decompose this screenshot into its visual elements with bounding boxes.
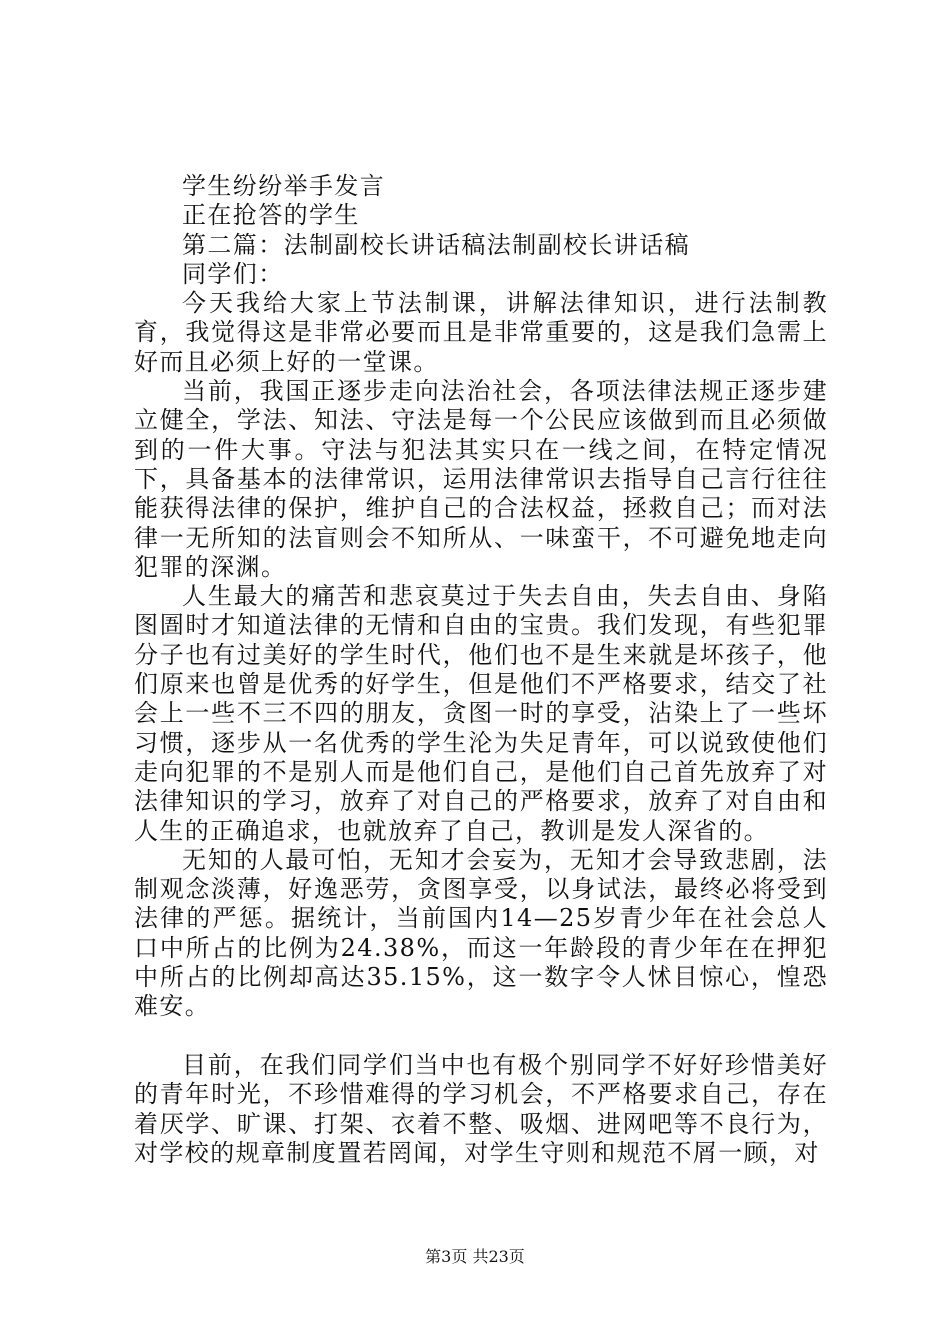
body-paragraph: 目前，在我们同学们当中也有极个别同学不好好珍惜美好的青年时光，不珍惜难得的学习机会，不严格要求自己，存在着厌学、旷课、打架、衣着不整、吸烟、进网吧等不良行为，对学校的规章制度置若罔闻，对学生守则和规范不屑一顾，对	[134, 1050, 828, 1167]
greeting: 同学们：	[182, 259, 284, 288]
body-paragraph: 人生最大的痛苦和悲哀莫过于失去自由，失去自由、身陷图圄时才知道法律的无情和自由的宝贵。我们发现，有些犯罪分子也有过美好的学生时代，他们也不是生来就是坏孩子，他们原来也曾是优秀的好学生，但是他们不严格要求，结交了社会上一些不三不四的朋友，贪图一时的享受，沾染上了一些坏习惯，逐步从一名优秀的学生沦为失足青年，可以说致使他们走向犯罪的不是别人而是他们自己，是他们自己首先放弃了对法律知识的学习，放弃了对自己的严格要求，放弃了对自由和人生的正确追求，也就放弃了自己，教训是发人深省的。	[134, 582, 828, 845]
document-body	[134, 172, 828, 1168]
page-number-footer: 第3页 共23页	[425, 1247, 525, 1266]
body-paragraph: 今天我给大家上节法制课，讲解法律知识，进行法制教育，我觉得这是非常必要而且是非常重要的，这是我们急需上好而且必须上好的一堂课。	[134, 289, 828, 376]
body-paragraph: 无知的人最可怕，无知才会妄为，无知才会导致悲剧，法制观念淡薄，好逸恶劳，贪图享受，以身试法，最终必将受到法律的严惩。据统计，当前国内14—25岁青少年在社会总人口中所占的比例为24.38%，而这一年龄段的青少年在在押犯中所占的比例却高达35.15%，这一数字令人怵目惊心，惶恐难安。	[134, 845, 828, 1021]
photo-caption-line: 学生纷纷举手发言	[182, 172, 386, 200]
section-title: 第二篇：法制副校长讲话稿法制副校长讲话稿	[182, 230, 690, 259]
photo-caption-line: 正在抢答的学生	[182, 201, 360, 230]
body-paragraph: 当前，我国正逐步走向法治社会，各项法律法规正逐步建立健全，学法、知法、守法是每一个公民应该做到而且必须做到的一件大事。守法与犯法其实只在一线之间，在特定情况下，具备基本的法律常识，运用法律常识去指导自己言行往往能获得法律的保护，维护自己的合法权益，拯救自己；而对法律一无所知的法盲则会不知所从、一味蛮干，不可避免地走向犯罪的深渊。	[134, 377, 828, 581]
